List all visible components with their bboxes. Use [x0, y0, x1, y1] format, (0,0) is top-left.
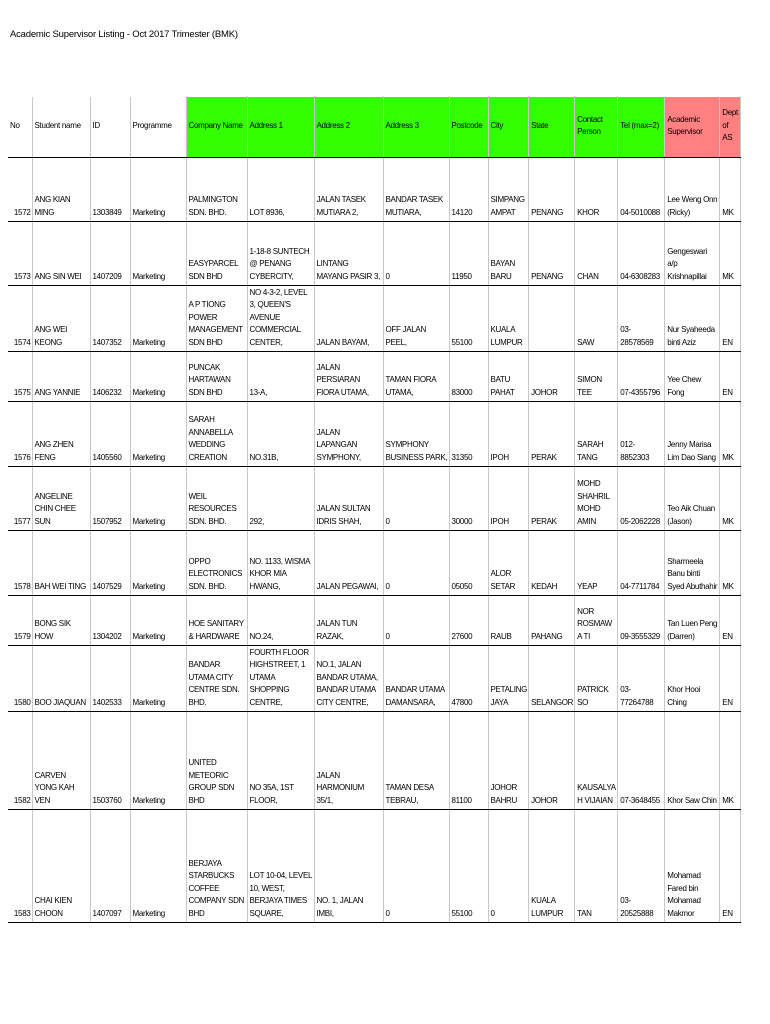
cell-address-2: NO. 1, JALAN IMBI,	[314, 810, 383, 923]
cell-student-name: ANG YANNIE	[32, 352, 90, 402]
cell-tel: 04-7711784	[618, 531, 665, 596]
cell-postcode: 27600	[449, 596, 488, 646]
cell-company-name: PUNCAK HARTAWAN SDN BHD	[186, 352, 247, 402]
cell-programme: Marketing	[130, 158, 186, 222]
cell-student-name: ANG KIAN MING	[32, 158, 90, 222]
cell-id: 1402533	[90, 646, 130, 712]
cell-student-name: ANG WEI KEONG	[32, 286, 90, 352]
cell-programme: Marketing	[130, 646, 186, 712]
cell-address-3: 0	[383, 596, 449, 646]
cell-programme: Marketing	[130, 222, 186, 286]
cell-address-2: JALAN PERSIARAN FIORA UTAMA,	[314, 352, 383, 402]
cell-contact-person: NOR ROSMAWA TI	[575, 596, 618, 646]
cell-tel: 07-3648455	[618, 712, 665, 810]
cell-postcode: 31350	[449, 402, 488, 467]
cell-student-name: ANG ZHEN FENG	[32, 402, 90, 467]
header-address-3: Address 3	[383, 97, 449, 158]
header-no: No	[8, 97, 32, 158]
table-row	[8, 352, 741, 402]
cell-state: KEDAH	[529, 531, 575, 596]
cell-address-3: 0	[383, 467, 449, 531]
cell-city: RAUB	[488, 596, 529, 646]
table-row	[8, 402, 741, 467]
cell-dept: MK	[720, 222, 741, 286]
cell-academic-supervisor: Khor Hooi Ching	[665, 646, 720, 712]
header-programme: Programme	[130, 97, 186, 158]
cell-id: 1407529	[90, 531, 130, 596]
cell-postcode: 05050	[449, 531, 488, 596]
cell-address-3: BANDAR UTAMA DAMANSARA,	[383, 646, 449, 712]
cell-address-3: TAMAN DESA TEBRAU,	[383, 712, 449, 810]
cell-company-name: SARAH ANNABELLA WEDDING CREATION	[186, 402, 247, 467]
cell-address-3: 0	[383, 810, 449, 923]
cell-postcode: 55100	[449, 286, 488, 352]
cell-academic-supervisor: Jenny Marisa Lim Dao Siang	[665, 402, 720, 467]
table-row	[8, 158, 741, 222]
header-state: State	[529, 97, 575, 158]
table-header-row	[8, 97, 741, 158]
header-address-1: Address 1	[247, 97, 314, 158]
cell-tel: 03-77264788	[618, 646, 665, 712]
cell-academic-supervisor: Khor Saw Chin	[665, 712, 720, 810]
cell-address-3: TAMAN FIORA UTAMA,	[383, 352, 449, 402]
cell-contact-person: SAW	[575, 286, 618, 352]
cell-contact-person: PATRICK SO	[575, 646, 618, 712]
header-postcode: Postcode	[449, 97, 488, 158]
cell-postcode: 81100	[449, 712, 488, 810]
cell-tel: 03-20525888	[618, 810, 665, 923]
supervisor-table	[8, 97, 741, 923]
cell-state: PERAK	[529, 402, 575, 467]
cell-company-name: BANDAR UTAMA CITY CENTRE SDN. BHD.	[186, 646, 247, 712]
cell-tel: 07-4355796	[618, 352, 665, 402]
cell-dept: MK	[720, 402, 741, 467]
header-academic-supervisor: Academic Supervisor	[665, 97, 720, 158]
cell-student-name: ANG SIN WEI	[32, 222, 90, 286]
header-contact-person: Contact Person	[575, 97, 618, 158]
table-row	[8, 531, 741, 596]
cell-tel: 05-2062228	[618, 467, 665, 531]
header-tel: Tel (max=2)	[618, 97, 665, 158]
cell-no: 1574	[8, 286, 32, 352]
cell-academic-supervisor: Yee Chew Fong	[665, 352, 720, 402]
table-row	[8, 467, 741, 531]
cell-tel: 03-28578569	[618, 286, 665, 352]
cell-academic-supervisor: Gengeswari a/p Krishnapillai	[665, 222, 720, 286]
cell-no: 1572	[8, 158, 32, 222]
cell-id: 1407352	[90, 286, 130, 352]
cell-academic-supervisor: Tan Luen Peng (Darren)	[665, 596, 720, 646]
cell-city: PETALING JAYA	[488, 646, 529, 712]
cell-state: JOHOR	[529, 712, 575, 810]
cell-state: PENANG	[529, 158, 575, 222]
cell-dept: EN	[720, 596, 741, 646]
cell-dept: MK	[720, 158, 741, 222]
cell-dept: MK	[720, 467, 741, 531]
cell-id: 1303849	[90, 158, 130, 222]
cell-id: 1407097	[90, 810, 130, 923]
cell-student-name: BAH WEI TING	[32, 531, 90, 596]
cell-academic-supervisor: Teo Aik Chuan (Jason)	[665, 467, 720, 531]
cell-address-3: SYMPHONY BUSINESS PARK,	[383, 402, 449, 467]
table-row	[8, 286, 741, 352]
cell-contact-person: MOHD SHAHRIL MOHD AMIN	[575, 467, 618, 531]
cell-programme: Marketing	[130, 712, 186, 810]
cell-address-1: NO.24,	[247, 596, 314, 646]
cell-student-name: BOO JIAQUAN	[32, 646, 90, 712]
cell-no: 1583	[8, 810, 32, 923]
cell-city: KUALA LUMPUR	[488, 286, 529, 352]
cell-company-name: HOE SANITARY & HARDWARE	[186, 596, 247, 646]
cell-address-1: NO 4-3-2, LEVEL 3, QUEEN'S AVENUE COMMERCIAL CENTER,	[247, 286, 314, 352]
cell-programme: Marketing	[130, 531, 186, 596]
cell-postcode: 55100	[449, 810, 488, 923]
cell-state: PERAK	[529, 467, 575, 531]
cell-address-2: JALAN BAYAM,	[314, 286, 383, 352]
cell-dept: EN	[720, 646, 741, 712]
table-body	[8, 158, 741, 923]
cell-dept: EN	[720, 352, 741, 402]
cell-id: 1503760	[90, 712, 130, 810]
cell-address-1: 1-18-8 SUNTECH @ PENANG CYBERCITY,	[247, 222, 314, 286]
cell-address-1: FOURTH FLOOR HIGHSTREET, 1 UTAMA SHOPPING CENTRE,	[247, 646, 314, 712]
cell-city: IPOH	[488, 467, 529, 531]
table-row	[8, 712, 741, 810]
cell-student-name: BONG SIK HOW	[32, 596, 90, 646]
cell-city: IPOH	[488, 402, 529, 467]
cell-state	[529, 286, 575, 352]
cell-contact-person: YEAP	[575, 531, 618, 596]
cell-no: 1577	[8, 467, 32, 531]
cell-company-name: EASYPARCEL SDN BHD	[186, 222, 247, 286]
cell-no: 1579	[8, 596, 32, 646]
cell-id: 1405560	[90, 402, 130, 467]
cell-programme: Marketing	[130, 352, 186, 402]
cell-id: 1407209	[90, 222, 130, 286]
cell-no: 1576	[8, 402, 32, 467]
cell-dept: EN	[720, 810, 741, 923]
cell-city: JOHOR BAHRU	[488, 712, 529, 810]
cell-postcode: 14120	[449, 158, 488, 222]
cell-city: ALOR SETAR	[488, 531, 529, 596]
cell-address-2: LINTANG MAYANG PASIR 3,	[314, 222, 383, 286]
cell-city: BATU PAHAT	[488, 352, 529, 402]
cell-contact-person: TAN	[575, 810, 618, 923]
cell-address-1: 292,	[247, 467, 314, 531]
cell-no: 1573	[8, 222, 32, 286]
cell-address-3: 0	[383, 531, 449, 596]
cell-dept: EN	[720, 286, 741, 352]
cell-address-1: LOT 10-04, LEVEL 10, WEST, BERJAYA TIMES SQUARE,	[247, 810, 314, 923]
cell-tel: 04-6308283	[618, 222, 665, 286]
cell-no: 1582	[8, 712, 32, 810]
cell-student-name: CHAI KIEN CHOON	[32, 810, 90, 923]
cell-address-3: BANDAR TASEK MUTIARA,	[383, 158, 449, 222]
cell-state: SELANGOR	[529, 646, 575, 712]
cell-contact-person: SIMON TEE	[575, 352, 618, 402]
cell-state: KUALA LUMPUR	[529, 810, 575, 923]
cell-address-2: JALAN SULTAN IDRIS SHAH,	[314, 467, 383, 531]
cell-no: 1580	[8, 646, 32, 712]
cell-contact-person: SARAH TANG	[575, 402, 618, 467]
cell-tel: 04-5010088	[618, 158, 665, 222]
cell-address-1: NO 35A, 1ST FLOOR,	[247, 712, 314, 810]
cell-postcode: 30000	[449, 467, 488, 531]
cell-company-name: BERJAYA STARBUCKS COFFEE COMPANY SDN BHD	[186, 810, 247, 923]
cell-state: PAHANG	[529, 596, 575, 646]
cell-postcode: 83000	[449, 352, 488, 402]
cell-address-3: 0	[383, 222, 449, 286]
cell-no: 1575	[8, 352, 32, 402]
cell-tel: 09-3555329	[618, 596, 665, 646]
cell-address-2: NO.1, JALAN BANDAR UTAMA, BANDAR UTAMA CITY CENTRE,	[314, 646, 383, 712]
header-student-name: Student name	[32, 97, 90, 158]
header-dept: Dept of AS	[720, 97, 741, 158]
cell-dept: MK	[720, 531, 741, 596]
cell-dept: MK	[720, 712, 741, 810]
cell-company-name: PALMINGTON SDN. BHD.	[186, 158, 247, 222]
cell-student-name: CARVEN YONG KAH VEN	[32, 712, 90, 810]
table-row	[8, 646, 741, 712]
cell-address-2: JALAN TASEK MUTIARA 2,	[314, 158, 383, 222]
cell-address-3: OFF JALAN PEEL,	[383, 286, 449, 352]
cell-city: SIMPANG AMPAT	[488, 158, 529, 222]
cell-programme: Marketing	[130, 402, 186, 467]
cell-address-1: NO. 1133, WISMA KHOR MIA HWANG,	[247, 531, 314, 596]
cell-company-name: OPPO ELECTRONICS SDN. BHD.	[186, 531, 247, 596]
cell-id: 1304202	[90, 596, 130, 646]
cell-contact-person: KHOR	[575, 158, 618, 222]
table-row	[8, 222, 741, 286]
cell-academic-supervisor: Nur Syaheeda binti Aziz	[665, 286, 720, 352]
cell-company-name: WEIL RESOURCES SDN. BHD.	[186, 467, 247, 531]
cell-city: BAYAN BARU	[488, 222, 529, 286]
cell-address-2: JALAN PEGAWAI,	[314, 531, 383, 596]
cell-programme: Marketing	[130, 467, 186, 531]
header-company-name: Company Name	[186, 97, 247, 158]
cell-address-1: LOT 8936,	[247, 158, 314, 222]
cell-postcode: 47800	[449, 646, 488, 712]
cell-postcode: 11950	[449, 222, 488, 286]
cell-academic-supervisor: Lee Weng Onn (Ricky)	[665, 158, 720, 222]
cell-address-2: JALAN HARMONIUM 35/1,	[314, 712, 383, 810]
cell-no: 1578	[8, 531, 32, 596]
cell-company-name: UNITED METEORIC GROUP SDN BHD	[186, 712, 247, 810]
cell-id: 1406232	[90, 352, 130, 402]
table-row	[8, 810, 741, 923]
cell-company-name: A P TIONG POWER MANAGEMENT SDN BHD	[186, 286, 247, 352]
cell-contact-person: KAUSALYA H VIJAIAN	[575, 712, 618, 810]
cell-programme: Marketing	[130, 596, 186, 646]
cell-programme: Marketing	[130, 810, 186, 923]
header-address-2: Address 2	[314, 97, 383, 158]
header-city: City	[488, 97, 529, 158]
cell-address-2: JALAN TUN RAZAK,	[314, 596, 383, 646]
cell-contact-person: CHAN	[575, 222, 618, 286]
cell-city: 0	[488, 810, 529, 923]
cell-academic-supervisor: Sharmeela Banu binti Syed Abuthahir	[665, 531, 720, 596]
cell-programme: Marketing	[130, 286, 186, 352]
cell-state: PENANG	[529, 222, 575, 286]
header-id: ID	[90, 97, 130, 158]
table-row	[8, 596, 741, 646]
cell-tel: 012-8852303	[618, 402, 665, 467]
cell-address-1: 13-A,	[247, 352, 314, 402]
cell-address-2: JALAN LAPANGAN SYMPHONY,	[314, 402, 383, 467]
cell-student-name: ANGELINE CHIN CHEE SUN	[32, 467, 90, 531]
cell-state: JOHOR	[529, 352, 575, 402]
page-title: Academic Supervisor Listing - Oct 2017 Trimester (BMK)	[10, 29, 238, 40]
cell-academic-supervisor: Mohamad Fared bin Mohamad Makmor	[665, 810, 720, 923]
cell-address-1: NO.31B,	[247, 402, 314, 467]
cell-id: 1507952	[90, 467, 130, 531]
